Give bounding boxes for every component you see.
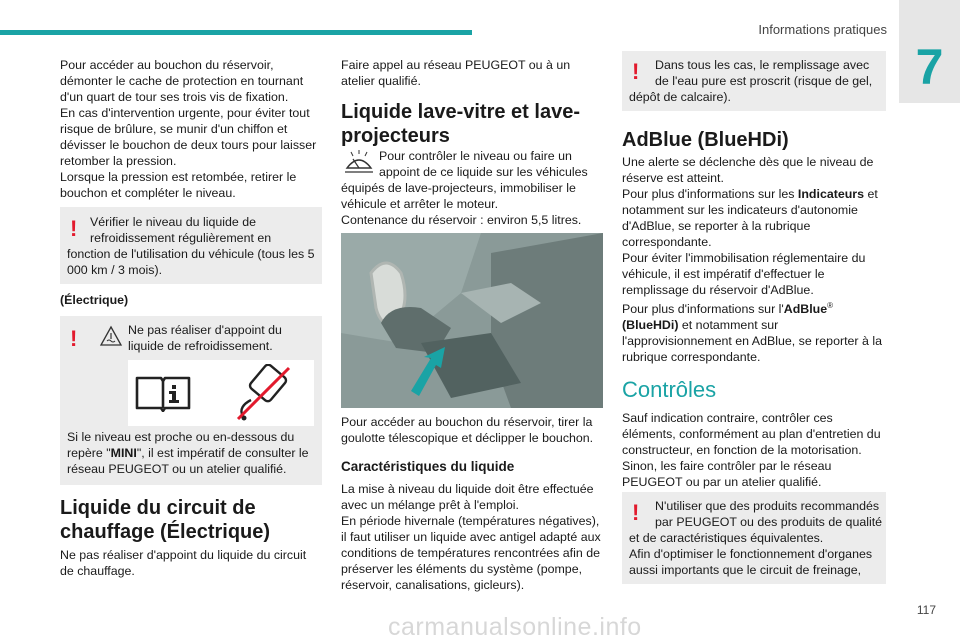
warning-text: Dans tous les cas, le remplissage avec [655, 58, 870, 72]
paragraph: Sauf indication contraire, contrôler ces éléments, conformément au plan d'entretien du constructeur, en fonction de la motorisation. [622, 411, 881, 457]
page-number: 117 [916, 603, 936, 617]
warning-text: par PEUGEOT ou des produits de qualité [655, 515, 883, 529]
warning-text: refroidissement régulièrement en [90, 231, 272, 245]
manual-info-icon [134, 372, 192, 412]
chapter-number: 7 [915, 39, 944, 95]
section-heading-controles: Contrôles [622, 377, 717, 402]
paragraph-line: Contenance du réservoir : environ 5,5 litres. [341, 213, 582, 227]
warning-text: de l'eau pure est proscrit (risque de gel, [655, 74, 873, 88]
pictogram-panel [128, 360, 314, 426]
no-fill-icon [233, 364, 293, 422]
warning-text: Ne pas réaliser d'appoint du [128, 323, 282, 337]
warning-text: dépôt de calcaire). [629, 90, 731, 104]
exclamation-icon: ! [632, 59, 640, 84]
warning-text: Vérifier le niveau du liquide de [90, 215, 257, 229]
engine-photo [341, 233, 603, 408]
warning-text: fonction de l'utilisation du véhicule (tous les 5 000 km / 3 mois). [67, 247, 315, 277]
exclamation-icon: ! [70, 326, 78, 351]
paragraph-line: appoint de ce liquide sur les véhicules [379, 165, 588, 179]
paragraph: La mise à niveau du liquide doit être effectuée avec un mélange prêt à l'emploi. [341, 482, 594, 512]
section-heading: AdBlue (BlueHDi) [622, 129, 789, 151]
paragraph: Pour éviter l'immobilisation réglementaire du véhicule, il est impératif d'effectuer le remplissage du réservoir d'AdBlue. [622, 251, 866, 297]
warning-box [622, 492, 886, 584]
warning-text: Afin d'optimiser le fonctionnement d'organes aussi importants que le circuit de freinage, [629, 547, 873, 577]
paragraph: Pour plus d'informations sur l'AdBlue® (BlueHDi) et notamment sur l'approvisionnement en AdBlue, se reporter à la rubrique correspondante. [622, 301, 882, 365]
exclamation-icon: ! [70, 216, 78, 241]
paragraph: Lorsque la pression est retombée, retirer le bouchon et compléter le niveau. [60, 170, 297, 200]
section-label: (Électrique) [60, 293, 129, 307]
paragraph-line: équipés de lave-projecteurs, immobiliser le véhicule et arrêter le moteur. [341, 181, 576, 211]
warning-box [60, 316, 322, 485]
watermark: carmanualsonline.info [388, 613, 642, 641]
paragraph: Pour accéder au bouchon du réservoir, démonter le cache de protection en tournant d'un quart de tour ses trois vis de fixation. [60, 58, 304, 104]
warning-text: et de caractéristiques équivalentes. [629, 531, 824, 545]
paragraph: Pour plus d'informations sur les Indicateurs et notamment sur les indicateurs d'autonomie d'AdBlue, se reporter à la rubrique correspondante. [622, 187, 878, 249]
engine-photo-illustration [341, 233, 603, 408]
warning-box [622, 51, 886, 111]
coolant-warning-icon [99, 325, 123, 347]
paragraph: En période hivernale (températures négatives), il faut utiliser un liquide avec antigel adapté aux conditions de températures rencontrées afin de préserver les éléments du système (pompe, réservoir, canalisations, gicleurs). [341, 514, 601, 592]
paragraph: Faire appel au réseau PEUGEOT ou à un atelier qualifié. [341, 58, 571, 88]
paragraph: En cas d'intervention urgente, pour éviter tout risque de brûlure, se munir d'un chiffon et dévisser le bouchon de deux tours pour laisser retomber la pression. [60, 106, 317, 168]
subsection-heading: Caractéristiques du liquide [341, 459, 515, 474]
warning-text: Si le niveau est proche ou en-dessous du repère "MINI", il est impératif de consulter le réseau PEUGEOT ou un atelier qualifié. [67, 430, 309, 476]
paragraph: Sinon, les faire contrôler par le réseau PEUGEOT ou par un atelier qualifié. [622, 459, 832, 489]
section-heading: Liquide lave-vitre et lave-projecteurs [341, 101, 580, 147]
paragraph-line: Pour contrôler le niveau ou faire un [379, 149, 572, 163]
chapter-tab [899, 0, 960, 103]
running-title: Informations pratiques [758, 22, 887, 37]
photo-caption: Pour accéder au bouchon du réservoir, tirer la goulotte télescopique et déclipper le bouchon. [341, 415, 594, 445]
column-1 [60, 57, 322, 201]
paragraph: Une alerte se déclenche dès que le niveau de réserve est atteint. [622, 155, 874, 185]
header-accent-bar [0, 30, 472, 35]
section-heading: Liquide du circuit de chauffage (Électrique) [60, 497, 271, 543]
exclamation-icon: ! [632, 500, 640, 525]
warning-box [60, 207, 322, 284]
warning-text: liquide de refroidissement. [128, 339, 273, 353]
paragraph: Ne pas réaliser d'appoint du liquide du circuit de chauffage. [60, 548, 307, 578]
warning-text: N'utiliser que des produits recommandés [655, 499, 880, 513]
